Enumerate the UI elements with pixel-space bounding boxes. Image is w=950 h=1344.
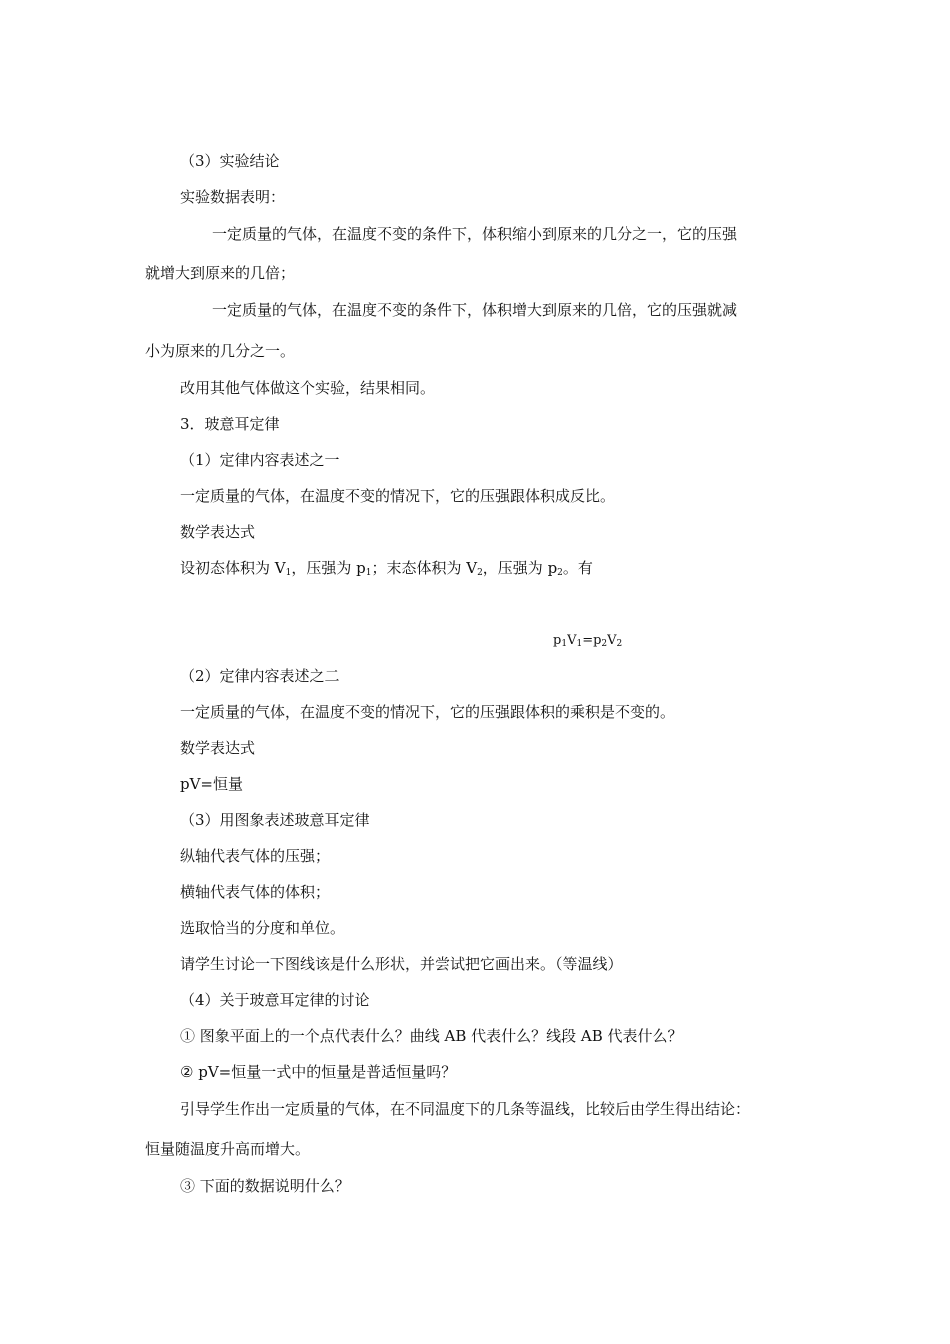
section-heading-boyle-law: 3．玻意耳定律 (180, 415, 280, 433)
paragraph-line: 一定质量的气体，在温度不变的条件下，体积缩小到原来的几分之一，它的压强 (212, 225, 738, 243)
paragraph-line: 纵轴代表气体的压强； (180, 847, 331, 865)
paragraph-line: 数学表达式 (180, 739, 256, 757)
paragraph-line: 引导学生作出一定质量的气体，在不同温度下的几条等温线，比较后由学生得出结论： (180, 1100, 751, 1118)
paragraph-line: 一定质量的气体，在温度不变的条件下，体积增大到原来的几倍，它的压强就减 (212, 301, 738, 319)
subsection-heading: （1）定律内容表述之一 (180, 451, 340, 469)
paragraph-line: 数学表达式 (180, 523, 256, 541)
paragraph-line: 横轴代表气体的体积； (180, 883, 331, 901)
subsection-heading: （2）定律内容表述之二 (180, 667, 340, 685)
paragraph-line-with-subscripts: 设初态体积为 $V_1$，压强为 $p_1$；末态体积为 $V_2$，压强为 $p_2$。有 (180, 559, 593, 578)
paragraph-line: 请学生讨论一下图线该是什么形状，并尝试把它画出来。（等温线） (180, 955, 623, 973)
paragraph-line: 小为原来的几分之一。 (145, 342, 296, 360)
paragraph-line: 就增大到原来的几倍； (145, 264, 296, 282)
paragraph-line: 选取恰当的分度和单位。 (180, 919, 346, 937)
section-heading-experiment-conclusion: （3）实验结论 (180, 152, 280, 170)
question-item: ① 图象平面上的一个点代表什么？曲线 AB 代表什么？线段 AB 代表什么？ (180, 1027, 683, 1045)
paragraph-line: 实验数据表明： (180, 188, 286, 206)
question-item: ③ 下面的数据说明什么？ (180, 1177, 350, 1195)
question-item: ② pV=恒量一式中的恒量是普适恒量吗？ (180, 1063, 457, 1081)
paragraph-line: 一定质量的气体，在温度不变的情况下，它的压强跟体积的乘积是不变的。 (180, 703, 676, 721)
paragraph-line: 一定质量的气体，在温度不变的情况下，它的压强跟体积成反比。 (180, 487, 616, 505)
paragraph-line: 恒量随温度升高而增大。 (145, 1140, 311, 1158)
boyle-law-formula: $p_1V_1=p_2V_2$ (553, 633, 623, 649)
formula-line: pV=恒量 (180, 775, 244, 793)
subsection-heading: （3）用图象表述玻意耳定律 (180, 811, 370, 829)
subsection-heading: （4）关于玻意耳定律的讨论 (180, 991, 370, 1009)
paragraph-line: 改用其他气体做这个实验，结果相同。 (180, 379, 436, 397)
